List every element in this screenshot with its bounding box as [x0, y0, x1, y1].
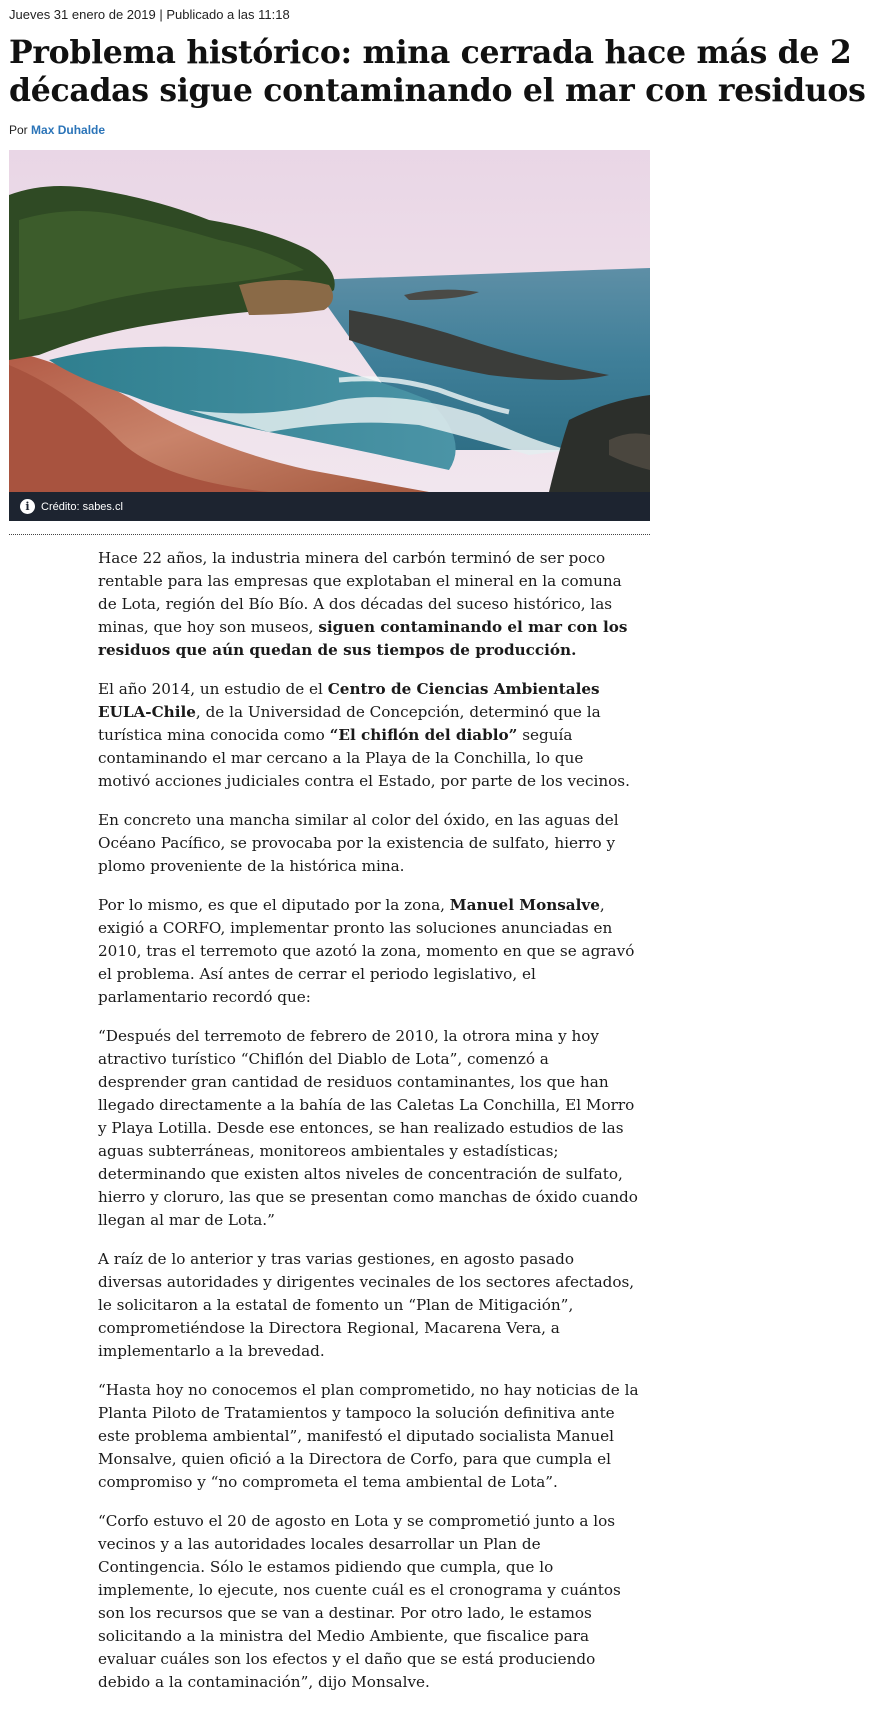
author-link[interactable]: Max Duhalde [31, 123, 106, 137]
image-credit: Crédito: sabes.cl [41, 500, 123, 513]
paragraph-text: Hace 22 años, la industria minera del carbón terminó de ser poco rentable para las empresas que explotaban el mineral en la comuna de Lota, región del Bío Bío. A dos décadas del suceso histórico, las minas, que hoy son museos, [98, 549, 622, 636]
paragraph-text: Por lo mismo, es que el diputado por la zona, [98, 896, 450, 914]
paragraph-7: “Hasta hoy no conocemos el plan comprometido, no hay noticias de la Planta Piloto de Tratamientos y tampoco la solución definitiva ante este problema ambiental”, manifestó el diputado socialista Manuel Monsalve, quien ofició a la Directora de Corfo, para que cumpla el compromiso y “no comprometa el tema ambiental de Lota”. [98, 1381, 639, 1491]
publish-date-line: Jueves 31 enero de 2019 | Publicado a las 11:18 [9, 7, 290, 22]
article-headline: Problema histórico: mina cerrada hace más de 2 décadas sigue contaminando el mar con residuos [9, 34, 866, 109]
paragraph-8: “Corfo estuvo el 20 de agosto en Lota y se comprometió junto a los vecinos y a las autoridades locales desarrollar un Plan de Contingencia. Sólo le estamos pidiendo que cumpla, que lo implemente, lo ejecute, nos cuente cuál es el cronograma y cuántos son los recursos que se van a destinar. Por otro lado, le estamos solicitando a la ministra del Medio Ambiente, que fiscalice para evaluar cuáles son los efectos y el daño que se está produciendo debido a la contaminación”, dijo Monsalve. [98, 1512, 621, 1691]
paragraph-4 [98, 894, 640, 1009]
byline-prefix: Por [9, 123, 28, 137]
paragraph-1 [98, 547, 640, 662]
article-figure [9, 150, 650, 521]
paragraph-5: “Después del terremoto de febrero de 2010, la otrora mina y hoy atractivo turístico “Chiflón del Diablo de Lota”, comenzó a desprender gran cantidad de residuos contaminantes, los que han llegado directamente a la bahía de las Caletas La Conchilla, El Morro y Playa Lotilla. Desde ese entonces, se han realizado estudios de las aguas subterráneas, monitoreos ambientales y estadísticas; determinando que existen altos niveles de concentración de sulfato, hierro y cloruro, las que se presentan como manchas de óxido cuando llegan al mar de Lota.” [98, 1027, 638, 1229]
image-credit-bar [9, 492, 650, 521]
paragraph-3: En concreto una mancha similar al color del óxido, en las aguas del Océano Pacífico, se provocaba por la existencia de sulfato, hierro y plomo proveniente de la histórica mina. [98, 811, 619, 875]
divider [9, 534, 650, 535]
paragraph-text: , exigió a CORFO, implementar pronto las soluciones anunciadas en 2010, tras el terremoto que azotó la zona, momento en que se agravó el problema. Así antes de cerrar el periodo legislativo, el parlamentario recordó que: [98, 896, 635, 1006]
article-photo [9, 150, 650, 492]
paragraph-emphasis: Manuel Monsalve [449, 896, 600, 914]
paragraph-emphasis: siguen contaminando el mar con los residuos que aún quedan de sus tiempos de producción. [98, 618, 628, 659]
paragraph-emphasis: “El chiflón del diablo” [329, 726, 518, 744]
paragraph-text: seguía contaminando el mar cercano a la Playa de la Conchilla, lo que motivó acciones judiciales contra el Estado, por parte de los vecinos. [98, 726, 630, 790]
byline [9, 123, 105, 138]
paragraph-2 [98, 678, 640, 793]
paragraph-text: El año 2014, un estudio de el [98, 680, 328, 698]
paragraph-emphasis: Centro de Ciencias Ambientales EULA-Chile [98, 680, 600, 721]
paragraph-text: , de la Universidad de Concepción, determinó que la turística mina conocida como [98, 703, 601, 744]
info-icon: i [20, 499, 35, 514]
paragraph-6: A raíz de lo anterior y tras varias gestiones, en agosto pasado diversas autoridades y dirigentes vecinales de los sectores afectados, le solicitaron a la estatal de fomento un “Plan de Mitigación”, comprometiéndose la Directora Regional, Macarena Vera, a implementarlo a la brevedad. [98, 1250, 635, 1360]
article-body [98, 547, 640, 1710]
